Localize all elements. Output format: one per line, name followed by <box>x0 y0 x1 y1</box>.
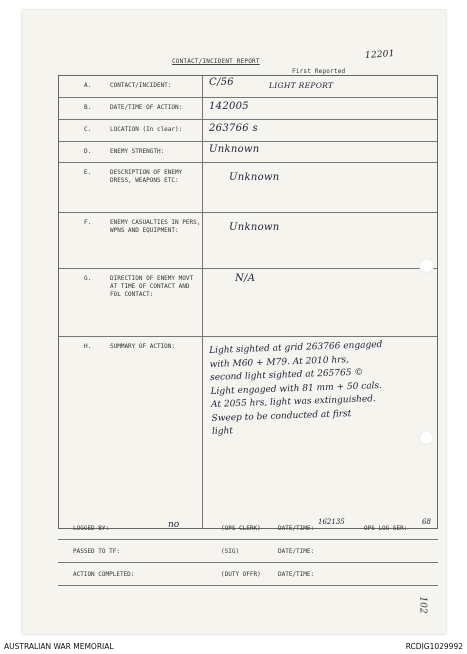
enemy-casualties-value: Unknown <box>229 222 280 233</box>
logged-by-label: LOGGED BY: <box>73 525 110 532</box>
enemy-description-value: Unknown <box>229 172 280 183</box>
report-table <box>58 75 438 529</box>
row-enemy-casualties <box>59 213 437 269</box>
duty-offr-label: (DUTY OFFR) <box>221 571 261 578</box>
row-letter: A. <box>84 82 92 89</box>
date-time-label: DATE/TIME: <box>278 525 315 532</box>
document-page <box>22 10 446 634</box>
archive-name: AUSTRALIAN WAR MEMORIAL <box>4 642 114 651</box>
row-letter: E. <box>84 169 92 176</box>
enemy-direction-value: N/A <box>235 273 256 284</box>
form-title: CONTACT/INCIDENT REPORT <box>172 58 260 65</box>
enemy-strength-value: Unknown <box>209 144 260 155</box>
row-letter: F. <box>84 219 92 226</box>
date-time-value: 142005 <box>209 101 249 112</box>
location-value: 263766 s <box>209 123 258 134</box>
row-label: DESCRIPTION OF ENEMY DRESS, WEAPONS ETC: <box>110 169 183 184</box>
archive-footer <box>0 640 467 654</box>
punch-hole <box>419 430 434 445</box>
logged-by-value: no <box>168 520 180 530</box>
row-label: LOCATION (In clear): <box>110 126 183 133</box>
row-date-time <box>59 98 437 120</box>
footer-logged-by <box>58 517 438 540</box>
row-summary-of-action <box>59 337 437 530</box>
footer-passed-to <box>58 540 438 563</box>
ops-log-ser-value: 68 <box>422 518 431 526</box>
footer-action-completed <box>58 563 438 586</box>
action-completed-label: ACTION COMPLETED: <box>73 571 135 578</box>
row-letter: H. <box>84 343 92 350</box>
sig-label: (SIG) <box>221 548 240 555</box>
light-report-note: LIGHT REPORT <box>269 81 334 90</box>
row-label: DATE/TIME OF ACTION: <box>110 104 183 111</box>
date-time-label: DATE/TIME: <box>278 548 315 555</box>
row-letter: C. <box>84 126 92 133</box>
row-contact-incident <box>59 76 437 98</box>
row-enemy-direction <box>59 269 437 337</box>
passed-to-label: PASSED TO TF: <box>73 548 120 555</box>
summary-of-action-value: Light sighted at grid 263766 engaged with M60 + M79. At 2010 hrs, second light sighted at 265765 © Light engaged with 81 mm + 50 cals. At 2055 hrs, light was extinguished. Sweep to be conducted at first light <box>209 339 383 437</box>
row-label: ENEMY STRENGTH: <box>110 148 165 155</box>
row-label: SUMMARY OF ACTION: <box>110 343 176 350</box>
contact-incident-value: C/56 <box>209 77 234 88</box>
row-location <box>59 120 437 142</box>
date-time-label: DATE/TIME: <box>278 571 315 578</box>
archive-id: RCDIG1029992 <box>405 642 463 651</box>
ops-log-ser-label: OPS LOG SER: <box>364 525 408 532</box>
row-label: CONTACT/INCIDENT: <box>110 82 172 89</box>
row-label: DIRECTION OF ENEMY MOVT AT TIME OF CONTACT AND FOL CONTACT: <box>110 275 194 298</box>
row-enemy-strength <box>59 142 437 163</box>
punch-hole <box>419 258 434 273</box>
date-time-logged-value: 162135 <box>318 518 345 526</box>
row-letter: G. <box>84 275 92 282</box>
row-label: ENEMY CASUALTIES IN PERS, WPNS AND EQUIPMENT: <box>110 219 201 234</box>
first-reported-value: 12201 <box>364 48 395 62</box>
side-page-number: 102 <box>417 596 428 614</box>
row-letter: B. <box>84 104 92 111</box>
first-reported-label: First Reported <box>292 68 346 75</box>
ops-clerk-label: (OPS CLERK) <box>221 525 261 532</box>
row-letter: D. <box>84 148 92 155</box>
row-enemy-description <box>59 163 437 213</box>
